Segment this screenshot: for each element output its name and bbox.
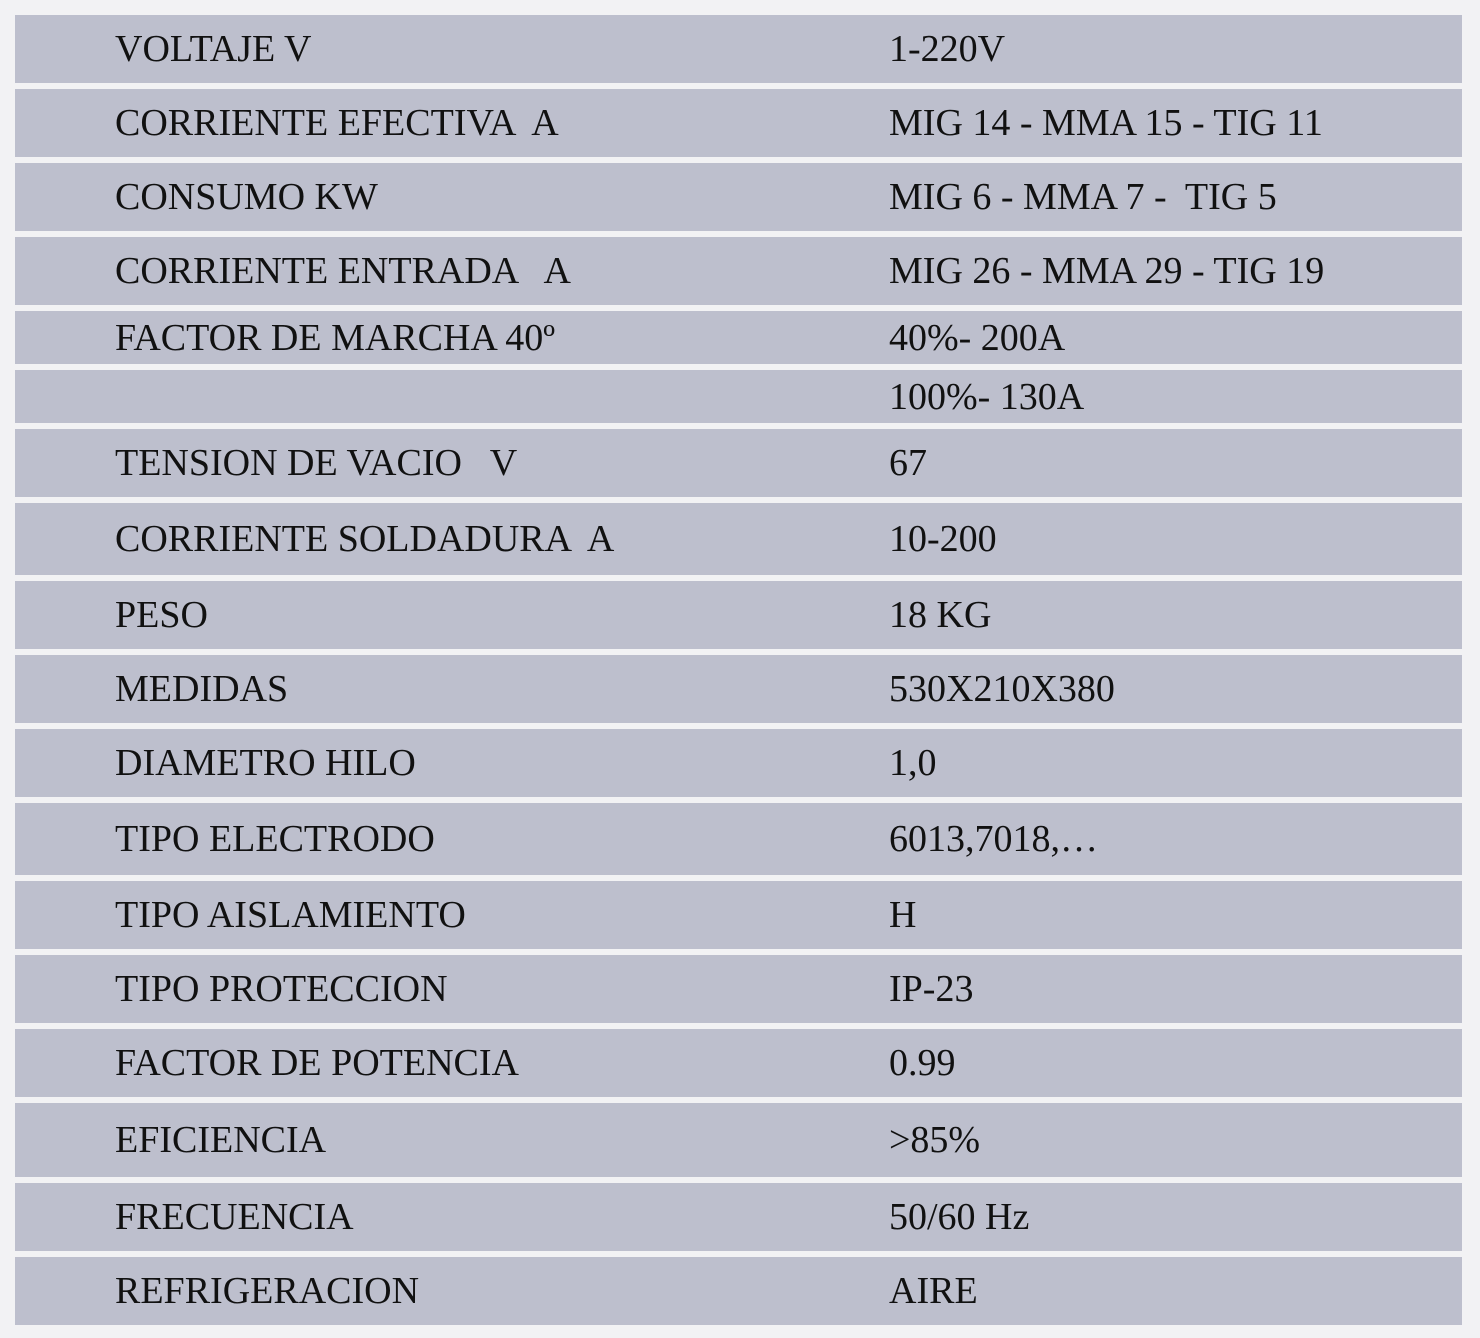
spec-value: 100%- 130A — [889, 375, 1085, 418]
spec-row-tension-vacio — [15, 429, 1462, 497]
spec-label: DIAMETRO HILO — [115, 742, 416, 784]
spec-value: 67 — [889, 442, 927, 484]
spec-value: 1-220V — [889, 28, 1006, 70]
spec-label: FRECUENCIA — [115, 1196, 354, 1238]
spec-value: >85% — [889, 1119, 981, 1161]
spec-value: 1,0 — [889, 742, 937, 784]
spec-row-corriente-entrada — [15, 237, 1462, 305]
spec-label: CORRIENTE SOLDADURA A — [115, 518, 615, 560]
spec-value: MIG 26 - MMA 29 - TIG 19 — [889, 250, 1325, 292]
spec-table — [15, 15, 1462, 1325]
spec-value: IP-23 — [889, 968, 974, 1010]
spec-label: TIPO ELECTRODO — [115, 818, 435, 860]
spec-row-diametro-hilo — [15, 729, 1462, 797]
spec-label: PESO — [115, 594, 208, 636]
spec-value: 0.99 — [889, 1042, 956, 1084]
spec-row-refrigeracion — [15, 1257, 1462, 1325]
spec-value: MIG 6 - MMA 7 - TIG 5 — [889, 176, 1277, 218]
spec-row-peso — [15, 581, 1462, 649]
spec-value: 50/60 Hz — [889, 1196, 1030, 1238]
spec-value: 6013,7018,… — [889, 818, 1098, 860]
spec-value: 18 KG — [889, 594, 992, 636]
spec-label: MEDIDAS — [115, 668, 289, 710]
spec-label: FACTOR DE MARCHA 40º — [115, 316, 556, 359]
spec-value: H — [889, 894, 917, 936]
spec-row-eficiencia — [15, 1103, 1462, 1177]
spec-row-frecuencia — [15, 1183, 1462, 1251]
spec-label: CORRIENTE EFECTIVA A — [115, 102, 559, 144]
spec-row-corriente-efectiva — [15, 89, 1462, 157]
spec-row-tipo-electrodo — [15, 803, 1462, 875]
spec-row-tipo-aislamiento — [15, 881, 1462, 949]
spec-row-factor-marcha — [15, 311, 1462, 364]
spec-row-tipo-proteccion — [15, 955, 1462, 1023]
spec-label: EFICIENCIA — [115, 1119, 327, 1161]
spec-row-corriente-soldadura — [15, 503, 1462, 575]
spec-label: TIPO PROTECCION — [115, 968, 448, 1010]
spec-value: 10-200 — [889, 518, 997, 560]
spec-label: FACTOR DE POTENCIA — [115, 1042, 519, 1084]
spec-row-factor-potencia — [15, 1029, 1462, 1097]
spec-label: TIPO AISLAMIENTO — [115, 894, 466, 936]
spec-row-factor-marcha-continued — [15, 370, 1462, 423]
spec-row-medidas — [15, 655, 1462, 723]
spec-label: VOLTAJE V — [115, 28, 312, 70]
spec-value: MIG 14 - MMA 15 - TIG 11 — [889, 102, 1323, 144]
spec-row-consumo — [15, 163, 1462, 231]
spec-label: TENSION DE VACIO V — [115, 442, 518, 484]
spec-label: REFRIGERACION — [115, 1270, 420, 1312]
spec-label: CORRIENTE ENTRADA A — [115, 250, 571, 292]
spec-value: AIRE — [889, 1270, 978, 1312]
spec-label: CONSUMO KW — [115, 176, 378, 218]
spec-row-voltaje — [15, 15, 1462, 83]
spec-value: 40%- 200A — [889, 316, 1066, 359]
spec-value: 530X210X380 — [889, 668, 1115, 710]
